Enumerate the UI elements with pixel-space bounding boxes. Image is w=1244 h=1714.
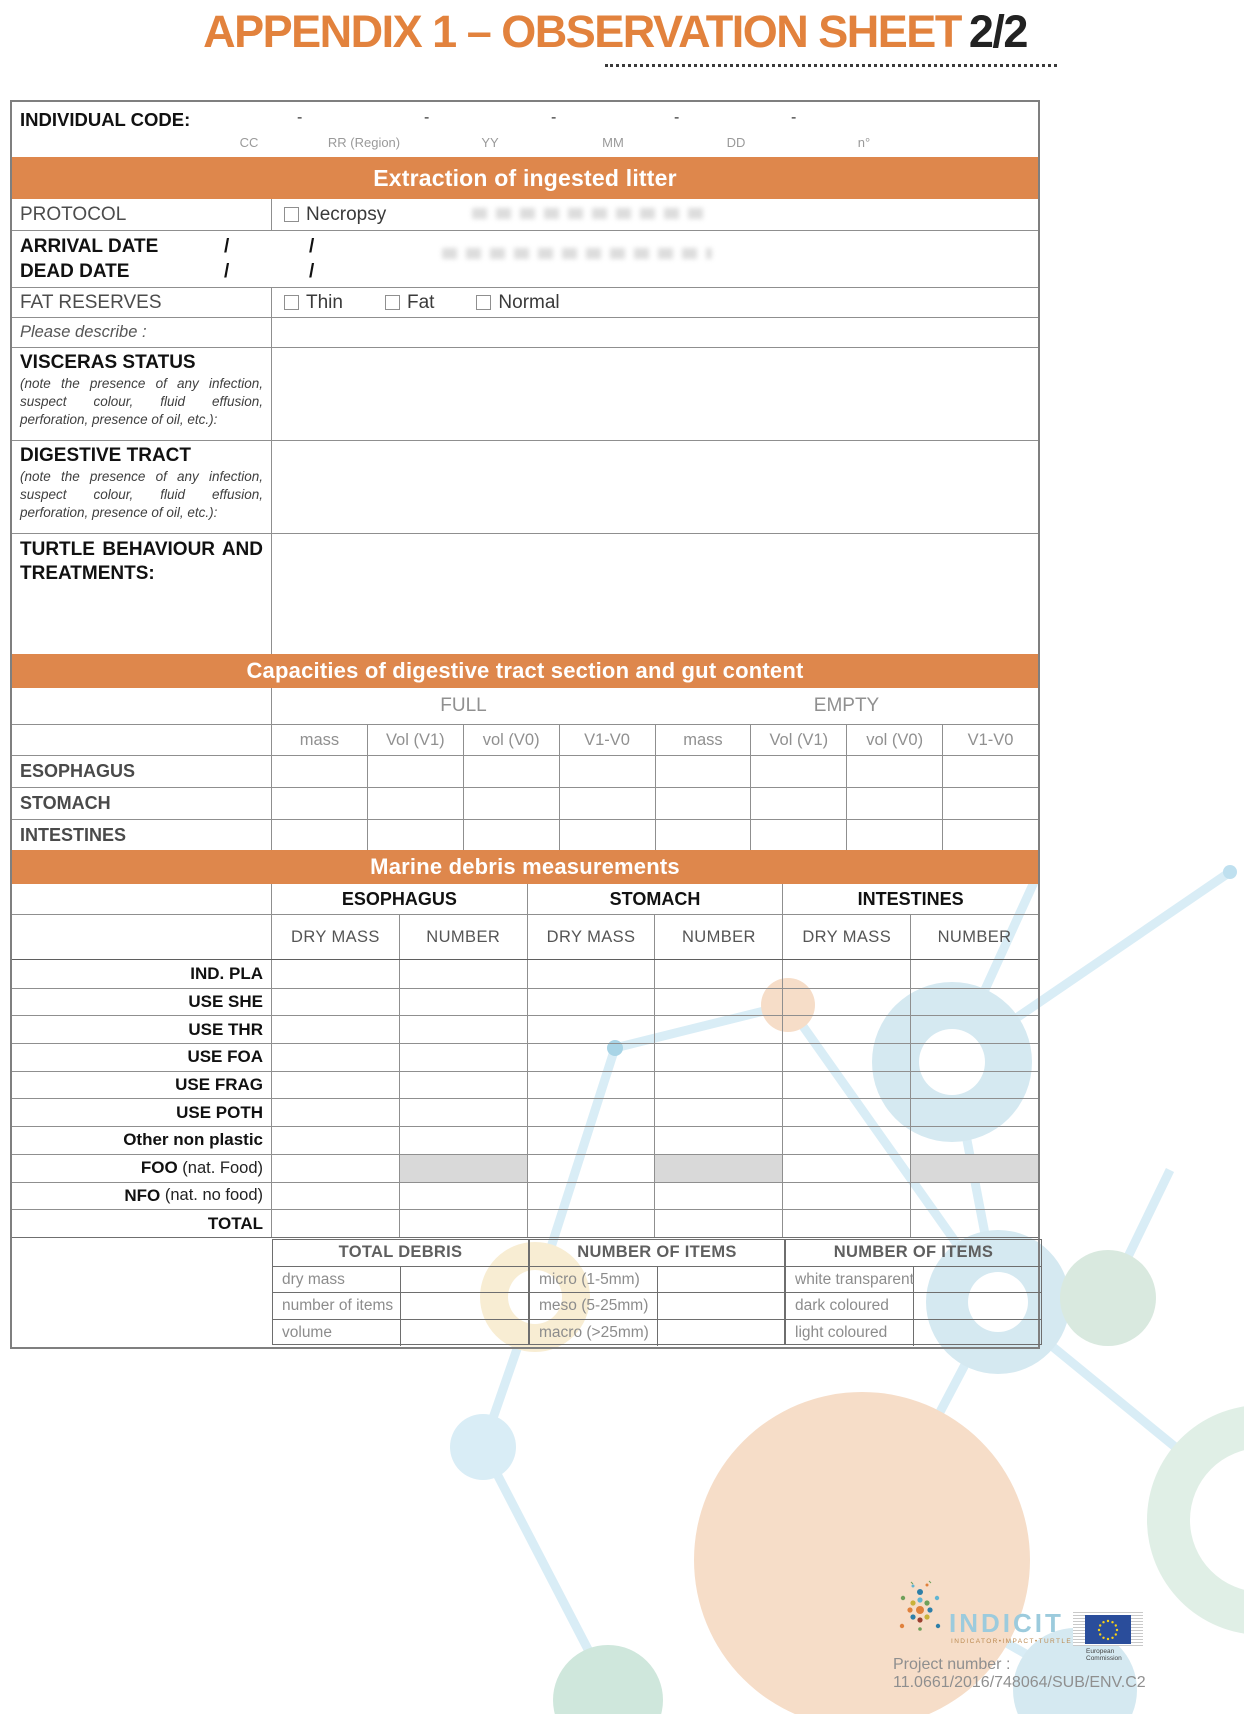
debris-cell: [400, 989, 528, 1016]
faint-erased-text: [472, 208, 712, 219]
code-sublabel-cc: CC: [239, 135, 259, 150]
capacities-subheader: V1-V0: [560, 725, 656, 755]
debris-cell: [400, 960, 528, 988]
capacity-cell: [272, 788, 368, 819]
arrival-date-label: ARRIVAL DATE: [20, 236, 159, 257]
debris-row-use-thr: USE THR: [12, 1015, 1038, 1043]
debris-cell: [528, 1072, 656, 1099]
debris-cell: [783, 989, 911, 1016]
debris-cell: [400, 1127, 528, 1154]
debris-cell: [528, 1127, 656, 1154]
capacity-cell: [368, 788, 464, 819]
capacities-subheader: vol (V0): [464, 725, 560, 755]
protocol-value-cell: [272, 199, 1038, 230]
turtle-behaviour-row: [12, 533, 1038, 654]
table-row: volume: [273, 1319, 528, 1346]
capacity-cell: [943, 756, 1038, 787]
capacity-cell: [943, 820, 1038, 850]
debris-cell: [528, 1016, 656, 1043]
debris-cell: [783, 1183, 911, 1210]
debris-cell: [272, 1044, 400, 1071]
dead-date-label: DEAD DATE: [20, 261, 130, 282]
code-sublabel-dd: DD: [726, 135, 746, 150]
total-debris-table: [272, 1239, 529, 1345]
debris-cell: [272, 1210, 400, 1237]
debris-cell: [911, 960, 1038, 988]
capacity-cell: [464, 788, 560, 819]
debris-row-ind-pla: IND. PLA: [12, 960, 1038, 988]
summary-cell: [401, 1267, 528, 1293]
capacities-group-full: FULL: [440, 695, 487, 716]
debris-row-use-she: USE SHE: [12, 988, 1038, 1016]
debris-cell: [528, 1155, 656, 1182]
section-header-capacities-label: Capacities of digestive tract section and gut content: [246, 658, 804, 683]
turtle-behaviour-entry-area: [272, 534, 1038, 654]
capacity-cell: [272, 820, 368, 850]
debris-row-total: TOTAL: [12, 1209, 1038, 1237]
dates-row: [12, 230, 1038, 287]
code-dash: -: [791, 109, 797, 126]
ec-logo-text: European Commission: [1086, 1648, 1122, 1663]
debris-cell-shaded: [400, 1155, 528, 1182]
summary-cell: [914, 1267, 1041, 1293]
section-header-capacities: [12, 654, 1038, 688]
debris-cell: [655, 1183, 783, 1210]
capacity-cell: [751, 756, 847, 787]
capacity-cell: [464, 820, 560, 850]
code-sublabel-region: RR (Region): [327, 135, 401, 150]
please-describe-label: Please describe :: [20, 323, 147, 341]
debris-subheader: NUMBER: [655, 915, 783, 959]
total-debris-header: TOTAL DEBRIS: [338, 1243, 463, 1262]
debris-cell: [400, 1183, 528, 1210]
visceras-status-entry-area: [272, 348, 1038, 440]
date-separator: /: [309, 261, 315, 282]
turtle-behaviour-label-cell: [12, 534, 272, 654]
capacity-cell: [847, 756, 943, 787]
table-row: micro (1-5mm): [530, 1266, 784, 1293]
debris-group-esophagus: ESOPHAGUS: [272, 884, 528, 914]
section-header-extraction-label: Extraction of ingested litter: [373, 164, 677, 191]
code-sublabel-yy: YY: [481, 135, 499, 150]
debris-cell: [528, 1210, 656, 1237]
debris-row-use-foa: USE FOA: [12, 1043, 1038, 1071]
capacities-group-empty: EMPTY: [813, 695, 880, 716]
table-row: dry mass: [273, 1266, 528, 1293]
debris-cell: [528, 960, 656, 988]
intestines-label: INTESTINES: [12, 820, 272, 850]
debris-subheader-row: [12, 914, 1038, 960]
debris-cell: [400, 1016, 528, 1043]
capacity-cell: [751, 788, 847, 819]
digestive-tract-note: (note the presence of any infection, suspect colour, fluid effusion, perforation, presence of oil, etc.):: [20, 469, 263, 521]
necropsy-checkbox[interactable]: [284, 207, 299, 222]
capacities-row-stomach: [12, 787, 1038, 819]
debris-cell: [655, 1044, 783, 1071]
capacities-subheader: Vol (V1): [751, 725, 847, 755]
table-row: light coloured: [786, 1319, 1041, 1346]
capacities-row-esophagus: [12, 755, 1038, 787]
debris-cell-shaded: [655, 1155, 783, 1182]
capacities-subheader: mass: [656, 725, 752, 755]
code-dash: -: [674, 109, 680, 126]
summary-cell: [914, 1293, 1041, 1319]
debris-cell: [400, 1099, 528, 1126]
debris-cell: [400, 1072, 528, 1099]
debris-cell: [655, 989, 783, 1016]
capacity-cell: [656, 820, 752, 850]
summary-cell: [401, 1293, 528, 1319]
project-number: Project number : 11.0661/2016/748064/SUB/ENV.C2: [893, 1656, 1146, 1691]
date-separator: /: [224, 261, 230, 282]
capacities-subheader: mass: [272, 725, 368, 755]
debris-cell: [272, 1155, 400, 1182]
debris-cell: [655, 1072, 783, 1099]
please-describe-entry-area: [272, 318, 1038, 347]
title-underline-dots: [605, 64, 1057, 67]
debris-subheader: NUMBER: [400, 915, 528, 959]
section-header-extraction: [12, 157, 1038, 199]
capacity-cell: [847, 820, 943, 850]
debris-cell: [272, 1127, 400, 1154]
debris-row-other-non-plastic: Other non plastic: [12, 1126, 1038, 1154]
fat-reserves-row: [12, 287, 1038, 317]
debris-cell: [783, 1072, 911, 1099]
protocol-label-cell: [12, 199, 272, 230]
page-title: [150, 6, 1080, 58]
debris-cell-shaded: [911, 1155, 1038, 1182]
capacity-cell: [368, 820, 464, 850]
visceras-status-label-cell: [12, 348, 272, 440]
debris-subheader: DRY MASS: [272, 915, 400, 959]
capacities-subheader: V1-V0: [967, 730, 1014, 749]
debris-row-use-frag: USE FRAG: [12, 1071, 1038, 1099]
summary-cell: [658, 1320, 784, 1346]
capacities-group-header-row: [12, 688, 1038, 724]
individual-code-label: INDIVIDUAL CODE:: [20, 109, 191, 130]
capacity-cell: [560, 756, 656, 787]
indicit-logo-tagline: INDICATOR•IMPACT•TURTLE: [951, 1638, 1073, 1645]
thin-checkbox[interactable]: [284, 295, 299, 310]
capacities-subheader: vol (V0): [847, 725, 943, 755]
debris-cell: [272, 1183, 400, 1210]
debris-cell: [400, 1210, 528, 1237]
debris-cell: [783, 1016, 911, 1043]
debris-cell: [911, 1183, 1038, 1210]
debris-cell: [272, 960, 400, 988]
summary-tables-row: [12, 1237, 1038, 1347]
debris-cell: [655, 1016, 783, 1043]
debris-row-nfo: NFO (nat. no food): [12, 1182, 1038, 1210]
debris-cell: [911, 1210, 1038, 1237]
debris-group-header-row: [12, 884, 1038, 914]
capacity-cell: [560, 788, 656, 819]
debris-cell: [528, 989, 656, 1016]
protocol-row: [12, 199, 1038, 230]
turtle-behaviour-label: TURTLE BEHAVIOUR AND TREATMENTS:: [20, 539, 263, 584]
capacity-cell: [560, 820, 656, 850]
debris-cell: [911, 1016, 1038, 1043]
section-header-marine-debris: [12, 850, 1038, 884]
capacity-cell: [656, 788, 752, 819]
debris-cell: [783, 1127, 911, 1154]
capacity-cell: [751, 820, 847, 850]
debris-cell: [783, 1210, 911, 1237]
debris-subheader: NUMBER: [937, 927, 1012, 946]
fat-reserves-options-cell: [272, 288, 1038, 317]
visceras-status-row: [12, 347, 1038, 440]
fat-option-fat: [385, 292, 434, 314]
capacities-subheader-row: [12, 724, 1038, 755]
digestive-tract-entry-area: [272, 441, 1038, 533]
table-row: number of items: [273, 1292, 528, 1319]
date-separator: /: [224, 236, 230, 257]
individual-code-row: [12, 102, 1038, 157]
debris-group-stomach: STOMACH: [528, 884, 784, 914]
debris-cell: [911, 1099, 1038, 1126]
debris-cell: [783, 1044, 911, 1071]
thin-label: Thin: [306, 291, 343, 313]
title-main: APPENDIX 1 – OBSERVATION SHEET: [203, 6, 961, 57]
fat-option-normal: [476, 292, 559, 314]
summary-cell: [658, 1293, 784, 1319]
please-describe-cell: [12, 318, 272, 347]
title-page-indicator: 2/2: [968, 6, 1027, 57]
debris-cell: [911, 1127, 1038, 1154]
capacity-cell: [464, 756, 560, 787]
debris-cell: [783, 1155, 911, 1182]
debris-cell: [272, 1072, 400, 1099]
number-of-items-header: NUMBER OF ITEMS: [577, 1243, 737, 1262]
necropsy-checkbox-label: Necropsy: [306, 203, 387, 225]
debris-cell: [272, 1016, 400, 1043]
debris-subheader: DRY MASS: [783, 915, 911, 959]
summary-cell: [658, 1267, 784, 1293]
number-of-items-header: NUMBER OF ITEMS: [833, 1243, 994, 1262]
protocol-label: PROTOCOL: [20, 203, 127, 225]
code-dash: -: [551, 109, 557, 126]
capacity-cell: [847, 788, 943, 819]
indicit-logo-text: INDICIT: [949, 1608, 1064, 1638]
fat-option-thin: [284, 292, 343, 314]
code-sublabel-n: n°: [857, 135, 871, 150]
table-row: macro (>25mm): [530, 1319, 784, 1346]
fat-reserves-label-cell: [12, 288, 272, 317]
observation-form: [10, 100, 1040, 1349]
table-row: meso (5-25mm): [530, 1292, 784, 1319]
debris-cell: [655, 1127, 783, 1154]
faint-erased-text: [442, 248, 712, 259]
code-sublabel-mm: MM: [602, 135, 624, 150]
code-dash: -: [424, 109, 430, 126]
debris-cell: [528, 1099, 656, 1126]
table-row: white transparent: [786, 1266, 1041, 1293]
capacity-cell: [943, 788, 1038, 819]
digestive-tract-title: DIGESTIVE TRACT: [20, 445, 192, 466]
code-dash: -: [297, 109, 303, 126]
capacities-row-intestines: [12, 819, 1038, 850]
digestive-tract-label-cell: [12, 441, 272, 533]
debris-group-intestines: INTESTINES: [857, 888, 964, 909]
date-separator: /: [309, 236, 315, 257]
digestive-tract-row: [12, 440, 1038, 533]
debris-cell: [911, 1072, 1038, 1099]
stomach-label: STOMACH: [12, 788, 272, 819]
debris-cell: [655, 960, 783, 988]
summary-cell: [401, 1320, 528, 1346]
please-describe-row: [12, 317, 1038, 347]
esophagus-label: ESOPHAGUS: [12, 756, 272, 787]
debris-cell: [272, 989, 400, 1016]
summary-cell: [914, 1320, 1041, 1346]
capacity-cell: [368, 756, 464, 787]
fat-label: Fat: [406, 291, 435, 313]
debris-cell: [783, 960, 911, 988]
section-header-marine-debris-label: Marine debris measurements: [370, 854, 680, 879]
debris-cell: [911, 1044, 1038, 1071]
debris-cell: [272, 1099, 400, 1126]
capacities-subheader: Vol (V1): [368, 725, 464, 755]
debris-cell: [528, 1044, 656, 1071]
visceras-status-note: (note the presence of any infection, suspect colour, fluid effusion, perforation, presence of oil, etc.):: [20, 376, 263, 428]
visceras-status-title: VISCERAS STATUS: [20, 352, 196, 373]
debris-subheader: DRY MASS: [528, 915, 656, 959]
table-row: dark coloured: [786, 1292, 1041, 1319]
debris-row-use-poth: USE POTH: [12, 1098, 1038, 1126]
debris-cell: [655, 1099, 783, 1126]
normal-label: Normal: [498, 291, 560, 313]
number-of-items-colour-table: [785, 1239, 1042, 1345]
capacity-cell: [272, 756, 368, 787]
capacity-cell: [656, 756, 752, 787]
debris-cell: [528, 1183, 656, 1210]
debris-cell: [783, 1099, 911, 1126]
fat-reserves-label: FAT RESERVES: [20, 291, 162, 313]
debris-row-foo: FOO (nat. Food): [12, 1154, 1038, 1182]
debris-cell: [655, 1210, 783, 1237]
capacities-corner-cell: [12, 688, 272, 724]
debris-cell: [911, 989, 1038, 1016]
fat-checkbox[interactable]: [385, 295, 400, 310]
debris-cell: [400, 1044, 528, 1071]
normal-checkbox[interactable]: [476, 295, 491, 310]
number-of-items-size-table: [529, 1239, 785, 1345]
